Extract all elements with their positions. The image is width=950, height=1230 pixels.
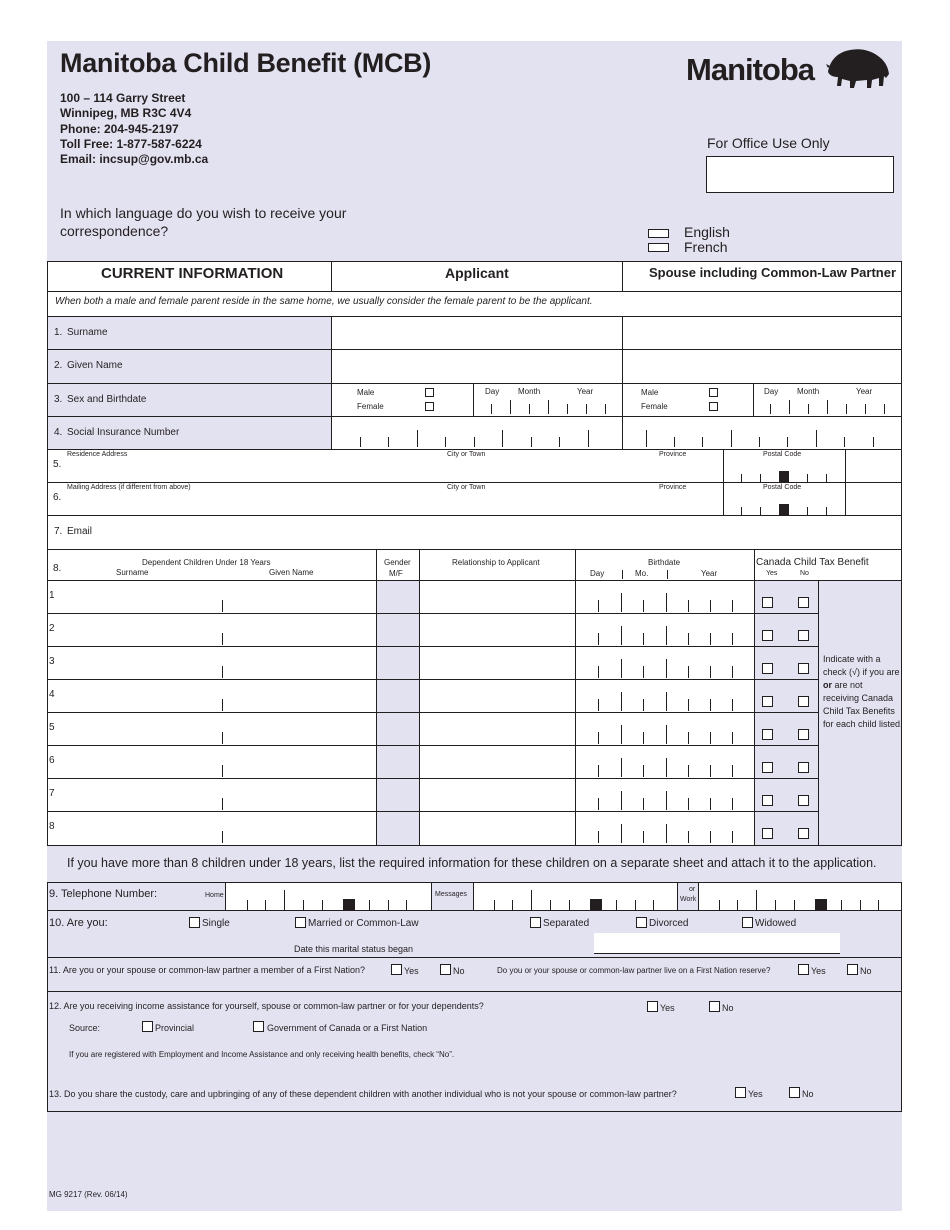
phone-digit-mark: [303, 900, 304, 910]
child-birthdate-tick: [598, 666, 599, 678]
phone-digit-mark: [550, 900, 551, 910]
q13-yes-checkbox[interactable]: [735, 1087, 746, 1098]
residence-postal-label: Postal Code: [763, 451, 802, 458]
federal-checkbox[interactable]: [253, 1021, 264, 1032]
mailing-city-label: City or Town: [447, 484, 486, 491]
row4-num: 4.: [54, 427, 63, 438]
child-birthdate-tick: [732, 831, 733, 843]
child-relationship-field[interactable]: [420, 746, 575, 778]
q11-reserve-yes-label: Yes: [811, 966, 826, 976]
single-label: Single: [202, 918, 230, 929]
phone-digit-mark: [369, 900, 370, 910]
spouse-day-label: Day: [764, 387, 779, 396]
home-label: Home: [205, 892, 224, 899]
child-name-field[interactable]: [48, 614, 376, 646]
child-day-label: Day: [590, 569, 605, 578]
child-birthdate-tick: [598, 699, 599, 711]
messages-phone-field[interactable]: [473, 883, 677, 910]
child-birthdate-tick: [666, 824, 667, 843]
form-title: Manitoba Child Benefit (MCB): [60, 48, 432, 78]
row8-num: 8.: [53, 563, 62, 574]
child-row-number: 7: [49, 788, 55, 799]
child-birthdate-tick: [598, 600, 599, 612]
spouse-female-label: Female: [641, 402, 668, 411]
child-birthdate-tick: [598, 633, 599, 645]
child-name-field[interactable]: [48, 647, 376, 679]
more-children-note: If you have more than 8 children under 18 years, list the required information for these children on a separate sheet and attach it to the application.: [67, 856, 877, 870]
q12-no-checkbox[interactable]: [709, 1001, 720, 1012]
indicate-line-4: receiving Canada: [823, 693, 894, 703]
applicant-month-label: Month: [518, 387, 541, 396]
cctb-yes-label: Yes: [766, 570, 778, 577]
q12-text: 12. Are you receiving income assistance for yourself, spouse or common-law partner or for your dependents?: [49, 1001, 484, 1011]
child-birthdate-tick: [688, 798, 689, 810]
sin-label: Social Insurance Number: [67, 427, 180, 438]
child-birthdate-tick: [643, 699, 644, 711]
work-phone-field[interactable]: [698, 883, 901, 910]
child-birthdate-tick: [621, 824, 622, 843]
child-name-divider: [222, 831, 223, 843]
residence-province-label: Province: [659, 451, 687, 458]
spouse-male-label: Male: [641, 388, 659, 397]
indicate-line-3: [823, 679, 903, 692]
address-line-1: 100 – 114 Garry Street: [60, 91, 186, 105]
q10-label: 10. Are you:: [49, 917, 108, 929]
child-row-number: 1: [49, 590, 55, 601]
q12-note: If you are registered with Employment and Income Assistance and only receiving health benefits, check “No”.: [69, 1050, 455, 1059]
child-relationship-field[interactable]: [420, 581, 575, 613]
q13-yes-label: Yes: [748, 1089, 763, 1099]
cctb-no-label: No: [800, 570, 809, 577]
indicate-line-1: Indicate with a: [823, 654, 881, 664]
child-birthdate-tick: [643, 732, 644, 744]
child-birthdate-tick: [688, 633, 689, 645]
messages-label: Messages: [435, 891, 467, 898]
cctb-no-checkbox[interactable]: [798, 663, 809, 674]
single-checkbox[interactable]: [189, 917, 200, 928]
phone-digit-mark: [590, 899, 602, 910]
child-mo-label: Mo.: [635, 569, 649, 578]
child-birthdate-tick: [621, 593, 622, 612]
q11-yes-checkbox[interactable]: [391, 964, 402, 975]
given-name-label: Given Name: [67, 360, 123, 371]
child-birthdate-tick: [710, 666, 711, 678]
child-row-number: 6: [49, 755, 55, 766]
cctb-no-checkbox[interactable]: [798, 828, 809, 839]
child-row-number: 4: [49, 689, 55, 700]
child-name-divider: [222, 765, 223, 777]
spouse-month-label: Month: [797, 387, 820, 396]
child-name-field[interactable]: [48, 812, 376, 844]
child-birthdate-tick: [710, 798, 711, 810]
cctb-yes-checkbox[interactable]: [762, 762, 773, 773]
english-label: English: [684, 224, 730, 240]
toll-free-line: Toll Free: 1-877-587-6224: [60, 137, 202, 151]
telephone-label: 9. Telephone Number:: [49, 888, 158, 900]
row2-num: 2.: [54, 360, 63, 371]
cctb-no-checkbox[interactable]: [798, 762, 809, 773]
phone-digit-mark: [531, 890, 532, 910]
cctb-no-checkbox[interactable]: [798, 597, 809, 608]
cctb-yes-checkbox[interactable]: [762, 729, 773, 740]
q11-yes-label: Yes: [404, 966, 419, 976]
phone-digit-mark: [815, 899, 827, 910]
child-birthdate-tick: [710, 699, 711, 711]
cctb-yes-checkbox[interactable]: [762, 696, 773, 707]
federal-label: Government of Canada or a First Nation: [267, 1023, 428, 1033]
phone-digit-mark: [775, 900, 776, 910]
manitoba-logo-text: Manitoba: [686, 52, 815, 87]
child-name-divider: [222, 633, 223, 645]
applicant-male-checkbox[interactable]: [425, 388, 434, 397]
child-birthdate-tick: [621, 758, 622, 777]
q11-no-checkbox[interactable]: [440, 964, 451, 975]
child-birthdate-tick: [732, 699, 733, 711]
birthdate-label: Birthdate: [648, 558, 681, 567]
child-birthdate-tick: [621, 725, 622, 744]
phone-digit-mark: [406, 900, 407, 910]
child-birthdate-tick: [732, 633, 733, 645]
row3-num: 3.: [54, 394, 63, 405]
child-birthdate-tick: [732, 732, 733, 744]
child-birthdate-tick: [621, 626, 622, 645]
indicate-or: or: [823, 680, 832, 690]
child-name-field[interactable]: [48, 581, 376, 613]
children-header: Dependent Children Under 18 Years: [142, 558, 271, 567]
indicate-line-6: for each child listed.: [823, 719, 903, 729]
applicant-female-label: Female: [357, 402, 384, 411]
cctb-yes-checkbox[interactable]: [762, 630, 773, 641]
child-name-divider: [222, 699, 223, 711]
cctb-yes-checkbox[interactable]: [762, 663, 773, 674]
child-name-divider: [222, 666, 223, 678]
phone-digit-mark: [284, 890, 285, 910]
child-relationship-field[interactable]: [420, 614, 575, 646]
child-birthdate-tick: [688, 765, 689, 777]
divorced-label: Divorced: [649, 918, 689, 929]
french-label: French: [684, 239, 728, 255]
widowed-checkbox[interactable]: [742, 917, 753, 928]
phone-digit-mark: [512, 900, 513, 910]
office-use-box: [706, 156, 894, 193]
relationship-label: Relationship to Applicant: [452, 558, 540, 567]
indicate-note: [823, 653, 903, 731]
q11-reserve-no-checkbox[interactable]: [847, 964, 858, 975]
child-birthdate-tick: [666, 725, 667, 744]
cctb-yes-checkbox[interactable]: [762, 597, 773, 608]
child-birthdate-tick: [710, 765, 711, 777]
language-question: In which language do you wish to receive your correspondence?: [60, 205, 347, 239]
marital-date-label: Date this marital status began: [294, 944, 414, 954]
child-birthdate-tick: [643, 666, 644, 678]
child-birthdate-tick: [666, 692, 667, 711]
child-birthdate-tick: [732, 666, 733, 678]
child-birthdate-tick: [710, 633, 711, 645]
child-birthdate-tick: [643, 765, 644, 777]
row5-num: 5.: [53, 459, 62, 470]
english-checkbox[interactable]: [648, 229, 669, 238]
provincial-label: Provincial: [155, 1023, 195, 1033]
home-phone-field[interactable]: [226, 883, 431, 910]
phone-digit-mark: [322, 900, 323, 910]
cctb-label: Canada Child Tax Benefit: [756, 557, 869, 568]
child-birthdate-tick: [710, 600, 711, 612]
phone-digit-mark: [388, 900, 389, 910]
child-relationship-field[interactable]: [420, 647, 575, 679]
child-name-field[interactable]: [48, 779, 376, 811]
applicant-male-label: Male: [357, 388, 375, 397]
child-row-number: 3: [49, 656, 55, 667]
q13-text: 13. Do you share the custody, care and upbringing of any of these dependent children with another individual who is not your spouse or common-law partner?: [49, 1089, 677, 1099]
cctb-no-checkbox[interactable]: [798, 630, 809, 641]
row6-num: 6.: [53, 492, 62, 503]
child-name-divider: [222, 798, 223, 810]
child-birthdate-tick: [732, 765, 733, 777]
row1-num: 1.: [54, 327, 63, 338]
child-name-field[interactable]: [48, 713, 376, 745]
address-email-rows[interactable]: [47, 449, 902, 550]
phone-digit-mark: [878, 900, 879, 910]
child-row-number: 2: [49, 623, 55, 634]
q12-source-label: Source:: [69, 1023, 101, 1033]
work-label: Work: [680, 896, 697, 903]
q13-no-label: No: [802, 1089, 814, 1099]
or-label: or: [689, 886, 696, 893]
child-name-divider: [222, 600, 223, 612]
current-info-heading: CURRENT INFORMATION: [101, 265, 284, 282]
separated-label: Separated: [543, 918, 590, 929]
phone-digit-mark: [494, 900, 495, 910]
divorced-checkbox[interactable]: [636, 917, 647, 928]
married-checkbox[interactable]: [295, 917, 306, 928]
indicate-line-5: Child Tax Benefits: [823, 706, 895, 716]
child-birthdate-tick: [688, 666, 689, 678]
married-label: Married or Common-Law: [308, 918, 419, 929]
widowed-label: Widowed: [755, 918, 797, 929]
child-birthdate-tick: [621, 659, 622, 678]
indicate-line-2: check (√) if you are: [823, 667, 900, 677]
child-birthdate-tick: [621, 791, 622, 810]
child-birthdate-tick: [643, 831, 644, 843]
phone-digit-mark: [616, 900, 617, 910]
applicant-year-label: Year: [577, 387, 594, 396]
q11-reserve-no-label: No: [860, 966, 872, 976]
phone-digit-mark: [841, 900, 842, 910]
mailing-province-label: Province: [659, 484, 687, 491]
cctb-yes-checkbox[interactable]: [762, 828, 773, 839]
spouse-female-checkbox[interactable]: [709, 402, 718, 411]
child-birthdate-tick: [598, 765, 599, 777]
phone-digit-mark: [635, 900, 636, 910]
residence-city-label: City or Town: [447, 451, 486, 458]
child-birthdate-tick: [643, 798, 644, 810]
applicant-female-checkbox[interactable]: [425, 402, 434, 411]
cctb-no-checkbox[interactable]: [798, 795, 809, 806]
child-birthdate-tick: [598, 831, 599, 843]
child-birthdate-tick: [666, 758, 667, 777]
child-birthdate-tick: [710, 831, 711, 843]
email-line: Email: incsup@gov.mb.ca: [60, 152, 209, 166]
child-name-field[interactable]: [48, 746, 376, 778]
spouse-year-label: Year: [856, 387, 873, 396]
surname-label: Surname: [67, 327, 108, 338]
phone-digit-mark: [569, 900, 570, 910]
child-relationship-field[interactable]: [420, 812, 575, 844]
child-birthdate-tick: [666, 593, 667, 612]
child-birthdate-tick: [688, 831, 689, 843]
phone-digit-mark: [756, 890, 757, 910]
phone-digit-mark: [247, 900, 248, 910]
child-relationship-field[interactable]: [420, 779, 575, 811]
child-birthdate-tick: [643, 600, 644, 612]
applicant-day-label: Day: [485, 387, 500, 396]
child-row-number: 8: [49, 821, 55, 832]
child-year-label: Year: [701, 569, 718, 578]
q11-no-label: No: [453, 966, 465, 976]
cctb-no-checkbox[interactable]: [798, 696, 809, 707]
child-birthdate-tick: [621, 692, 622, 711]
child-relationship-field[interactable]: [420, 680, 575, 712]
q11-reserve-yes-checkbox[interactable]: [798, 964, 809, 975]
child-birthdate-tick: [710, 732, 711, 744]
child-birthdate-tick: [732, 798, 733, 810]
marital-date-field[interactable]: [594, 933, 840, 954]
phone-digit-mark: [737, 900, 738, 910]
q11-text: 11. Are you or your spouse or common-law partner a member of a First Nation?: [49, 965, 365, 975]
child-relationship-field[interactable]: [420, 713, 575, 745]
gender-label: Gender: [384, 558, 411, 567]
row7-num: 7.: [54, 526, 63, 537]
office-use-label: For Office Use Only: [707, 135, 830, 151]
child-birthdate-tick: [598, 732, 599, 744]
gender-sub-label: M/F: [389, 569, 403, 578]
q12-yes-label: Yes: [660, 1003, 675, 1013]
applicant-heading: Applicant: [445, 265, 509, 281]
child-birthdate-tick: [688, 699, 689, 711]
french-checkbox[interactable]: [648, 243, 669, 252]
child-birthdate-tick: [666, 791, 667, 810]
child-birthdate-tick: [598, 798, 599, 810]
child-birthdate-tick: [666, 626, 667, 645]
children-surname-label: Surname: [116, 568, 149, 577]
address-line-2: Winnipeg, MB R3C 4V4: [60, 106, 192, 120]
q12-yes-checkbox[interactable]: [647, 1001, 658, 1012]
child-row-number: 5: [49, 722, 55, 733]
spouse-male-checkbox[interactable]: [709, 388, 718, 397]
form-code: MG 9217 (Rev. 06/14): [49, 1190, 128, 1199]
mailing-postal-label: Postal Code: [763, 484, 802, 491]
indicate-line-3-rest: are not: [832, 680, 863, 690]
child-birthdate-tick: [688, 600, 689, 612]
phone-line: Phone: 204-945-2197: [60, 122, 179, 136]
cctb-no-checkbox[interactable]: [798, 729, 809, 740]
child-name-field[interactable]: [48, 680, 376, 712]
child-birthdate-tick: [666, 659, 667, 678]
residence-address-label: Residence Address: [67, 451, 128, 458]
q12-no-label: No: [722, 1003, 734, 1013]
phone-digit-mark: [653, 900, 654, 910]
email-label: Email: [67, 526, 93, 537]
phone-digit-mark: [343, 899, 355, 910]
child-birthdate-tick: [688, 732, 689, 744]
mailing-address-label: Mailing Address (if different from above): [67, 484, 191, 491]
q13-no-checkbox[interactable]: [789, 1087, 800, 1098]
spouse-heading: Spouse including Common-Law Partner: [649, 265, 897, 280]
provincial-checkbox[interactable]: [142, 1021, 153, 1032]
q11-reserve-text: Do you or your spouse or common-law partner live on a First Nation reserve?: [497, 966, 771, 975]
bison-logo-icon: [826, 46, 892, 90]
phone-digit-mark: [719, 900, 720, 910]
child-birthdate-tick: [643, 633, 644, 645]
phone-digit-mark: [265, 900, 266, 910]
child-name-divider: [222, 732, 223, 744]
children-given-label: Given Name: [269, 568, 314, 577]
phone-digit-mark: [860, 900, 861, 910]
child-birthdate-tick: [732, 600, 733, 612]
cctb-yes-checkbox[interactable]: [762, 795, 773, 806]
sex-birthdate-label: Sex and Birthdate: [67, 394, 147, 405]
applicant-note: When both a male and female parent reside in the same home, we usually consider the female parent to be the applicant.: [55, 296, 593, 307]
phone-digit-mark: [794, 900, 795, 910]
separated-checkbox[interactable]: [530, 917, 541, 928]
